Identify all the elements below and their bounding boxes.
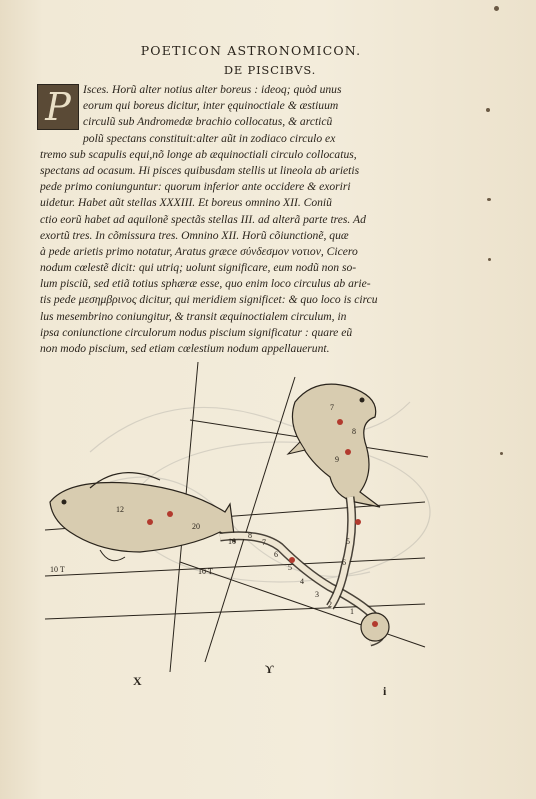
- line-label: 10 T: [198, 567, 213, 576]
- fig-number: 5: [346, 537, 350, 546]
- fig-number: 7: [330, 403, 334, 412]
- fig-number: 4: [300, 577, 304, 586]
- text-line: tremo sub scapulis equi,nõ longe ab æquinoctiali circulo collocatus,: [40, 147, 357, 161]
- foxing-spot: [494, 6, 499, 11]
- running-head: POETICON ASTRONOMICON.: [140, 43, 362, 58]
- figure-mark-x: X: [133, 674, 142, 688]
- text-line: circulũ sub Andromedæ brachio collocatus, & arcticũ: [83, 115, 333, 129]
- foxing-spot: [487, 198, 491, 201]
- figure-mark-i: i: [383, 684, 387, 698]
- fig-number: 8: [248, 531, 252, 540]
- knot-cord: [220, 497, 389, 642]
- fig-number: 12: [116, 505, 124, 514]
- fig-number: 10: [228, 537, 236, 546]
- fig-number: 9: [335, 455, 339, 464]
- text-line: ctio eorũ habet ad aquilonẽ spectãs stellas III. ad alterã parte tres. Ad: [40, 212, 366, 226]
- text-line: non modo piscium, sed etiam cœlestium nodum appellauerunt.: [40, 342, 330, 355]
- fig-number: 2: [328, 600, 332, 609]
- text-line: ipsa coniunctione circulorum nodus piscium significatur : quare eũ: [40, 325, 353, 339]
- text-line: tis pede μεσημβρινος dicitur, qui meridiem significet: & quo loco is circu: [40, 293, 378, 307]
- text-line: lum pisciũ, sed etiã totius sphæræ esse, quo enim loco circulus ab arie-: [40, 277, 371, 291]
- fig-number: 6: [274, 550, 278, 559]
- text-line: pede primo coniunguntur: quorum inferior ante occidere & exoriri: [40, 180, 351, 194]
- text-line: lus mesembrino coniungitur, & transit æquinoctialem circulum, in: [40, 309, 347, 323]
- text-line: polũ spectans constituit:alter aũt in zodiaco circulo ex: [83, 131, 336, 145]
- upper-fish: [288, 384, 380, 507]
- foxing-spot: [488, 258, 491, 261]
- fig-number: 7: [262, 538, 266, 547]
- line-label: 10 T: [50, 565, 65, 574]
- fig-number: 8: [352, 427, 356, 436]
- text-line: uidetur. Habet aũt stellas XXXIII. Et boreus omnino XII. Coniũ: [40, 196, 332, 210]
- lower-fish: [50, 473, 235, 561]
- foxing-spot: [486, 108, 490, 112]
- fig-number: 3: [315, 590, 319, 599]
- line-label: 20: [192, 522, 200, 531]
- pisces-woodcut-figure: [30, 362, 450, 682]
- text-line: exortũ tres. In cõmissura tres. Omnino XII. Horũ cõiunctionẽ, quæ: [40, 228, 349, 242]
- section-title: DE PISCIBVS.: [223, 63, 317, 77]
- text-line: spectans ad ocasum. Hi pisces quibusdam stellis ut lineola ab arietis: [40, 163, 360, 177]
- foxing-spot: [500, 452, 503, 455]
- body-text: [40, 82, 420, 357]
- text-line: Isces. Horũ alter notius alter boreus : ideoq; quòd unus: [83, 83, 342, 96]
- text-line: à pede arietis primo notatur, Aratus græce σύνδεσμον νοτιον, Cicero: [40, 244, 358, 258]
- fig-number: 6: [342, 558, 346, 567]
- fig-number: 5: [288, 563, 292, 572]
- fig-number: 1: [350, 607, 354, 616]
- text-line: eorum qui boreus dicitur, inter ęquinoctiale & æstiuum: [83, 99, 339, 113]
- text-line: nodum cœlestẽ dicit: qui utriq; uolunt significare, eum nodũ non so-: [40, 261, 357, 275]
- decorated-initial: P: [37, 84, 79, 130]
- figure-mark-aries: ϒ: [265, 662, 274, 676]
